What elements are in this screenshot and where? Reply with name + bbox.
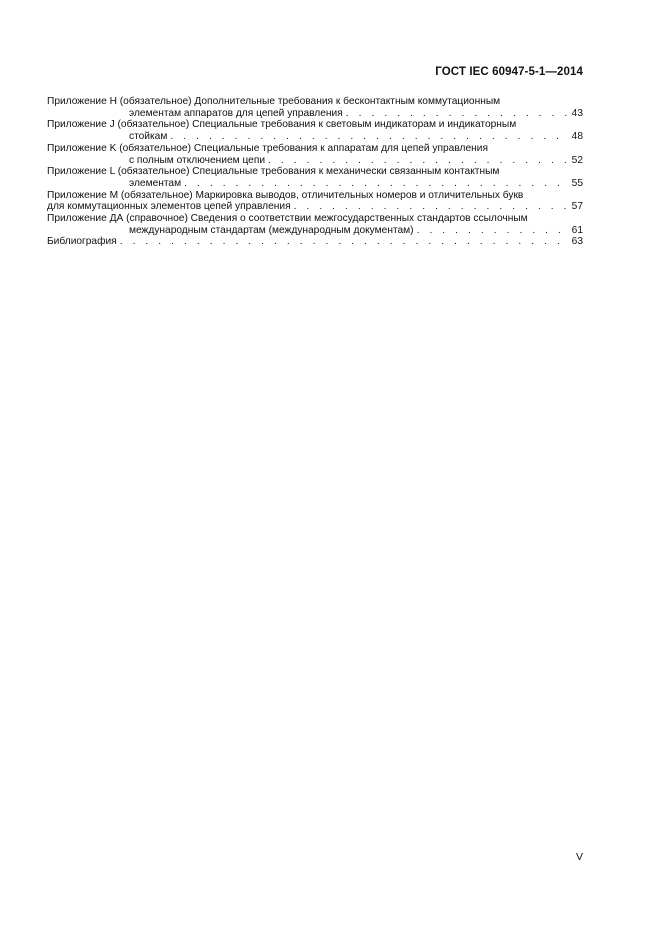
- dot-leader: [170, 131, 568, 143]
- toc-page-number: 48: [571, 131, 583, 143]
- toc-entry-title-continued: для коммутационных элементов цепей управления: [47, 201, 291, 213]
- dot-leader: [417, 225, 569, 237]
- toc-entry-title: Приложение H (обязательное) Дополнительные требования к бесконтактным коммутационным: [47, 96, 501, 107]
- toc-entry-annex-h: [47, 96, 583, 119]
- toc-page-number: 63: [571, 236, 583, 248]
- dot-leader: [294, 201, 569, 213]
- toc-page-number: 61: [571, 224, 583, 236]
- toc-entry-title: Приложение M (обязательное) Маркировка выводов, отличительных номеров и отличительных букв: [47, 189, 524, 201]
- toc-page-number: 52: [571, 154, 583, 166]
- toc-entry-title-continued: стойкам: [129, 131, 168, 143]
- toc-entry-title: Приложение K (обязательное) Специальные требования к аппаратам для цепей управления: [47, 142, 488, 154]
- toc-entry-annex-da: [47, 213, 583, 236]
- toc-page-number: 57: [571, 201, 583, 213]
- toc-entry-title-continued: международным стандартам (международным документам): [129, 224, 414, 236]
- toc-entry-title: Библиография: [47, 236, 117, 248]
- toc-entry-title-continued: с полным отключением цепи: [129, 154, 266, 166]
- toc-entry-title: Приложение L (обязательное) Специальные требования к механически связанным контактным: [47, 166, 500, 178]
- toc-entry-annex-j: [47, 119, 583, 142]
- dot-leader: [268, 155, 569, 167]
- dot-leader: [120, 236, 569, 248]
- toc-entry-title-continued: элементам: [129, 177, 182, 189]
- document-code-header: ГОСТ IEC 60947-5-1—2014: [435, 66, 583, 78]
- toc-entry-annex-k: [47, 143, 583, 166]
- toc-entry-annex-l: [47, 166, 583, 189]
- dot-leader: [346, 108, 569, 120]
- table-of-contents: [47, 96, 583, 248]
- toc-entry-annex-m: [47, 190, 583, 213]
- dot-leader: [184, 178, 569, 190]
- toc-entry-title-continued: элементам аппаратов для цепей управления: [129, 107, 343, 119]
- toc-entry-bibliography: [47, 236, 583, 248]
- toc-entry-title: Приложение ДА (справочное) Сведения о соответствии межгосударственных стандартов ссылочным: [47, 213, 528, 225]
- toc-entry-title: Приложение J (обязательное) Специальные требования к световым индикаторам и индикаторным: [47, 119, 517, 131]
- page-number-footer: V: [576, 851, 584, 863]
- toc-page-number: 55: [571, 177, 583, 189]
- toc-page-number: 43: [571, 107, 583, 119]
